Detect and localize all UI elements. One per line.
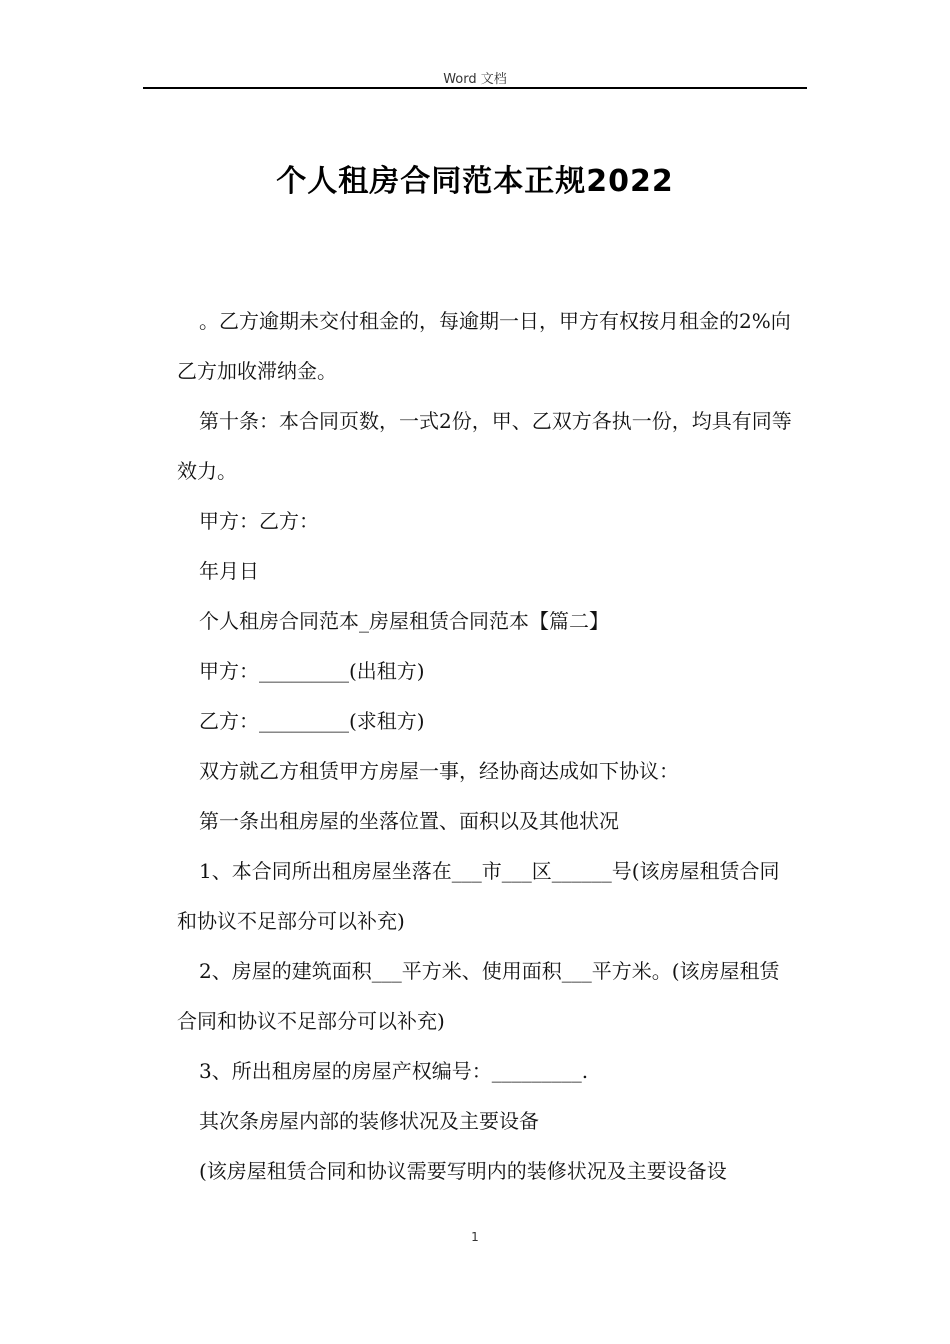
paragraph: 年月日 xyxy=(199,559,259,583)
document-body xyxy=(177,296,799,1196)
paragraph: 。乙方逾期未交付租金的，每逾期一日，甲方有权按月租金的2%向乙方加收滞纳金。 xyxy=(177,309,791,383)
paragraph: 甲方：乙方： xyxy=(199,509,319,533)
paragraph: 3、所出租房屋的房屋产权编号：_________. xyxy=(199,1059,589,1083)
paragraph: 双方就乙方租赁甲方房屋一事，经协商达成如下协议： xyxy=(199,759,679,783)
paragraph: 乙方：_________(求租方) xyxy=(199,709,425,733)
header-divider xyxy=(143,87,807,89)
paragraph: 甲方：_________(出租方) xyxy=(199,659,425,683)
paragraph: 个人租房合同范本_房屋租赁合同范本【篇二】 xyxy=(199,609,609,633)
paragraph: 第一条出租房屋的坐落位置、面积以及其他状况 xyxy=(199,809,619,833)
paragraph: 第十条：本合同页数，一式2份，甲、乙双方各执一份，均具有同等效力。 xyxy=(177,409,792,483)
paragraph: 2、房屋的建筑面积___平方米、使用面积___平方米。(该房屋租赁合同和协议不足部分可以补充) xyxy=(177,959,780,1033)
document-title: 个人租房合同范本正规2022 xyxy=(276,164,674,199)
paragraph: 其次条房屋内部的装修状况及主要设备 xyxy=(199,1109,539,1133)
page-header: Word 文档 xyxy=(443,72,507,87)
paragraph: 1、本合同所出租房屋坐落在___市___区______号(该房屋租赁合同和协议不足部分可以补充) xyxy=(177,859,780,933)
paragraph: (该房屋租赁合同和协议需要写明内的装修状况及主要设备设 xyxy=(199,1159,727,1183)
page-number: 1 xyxy=(471,1230,479,1244)
